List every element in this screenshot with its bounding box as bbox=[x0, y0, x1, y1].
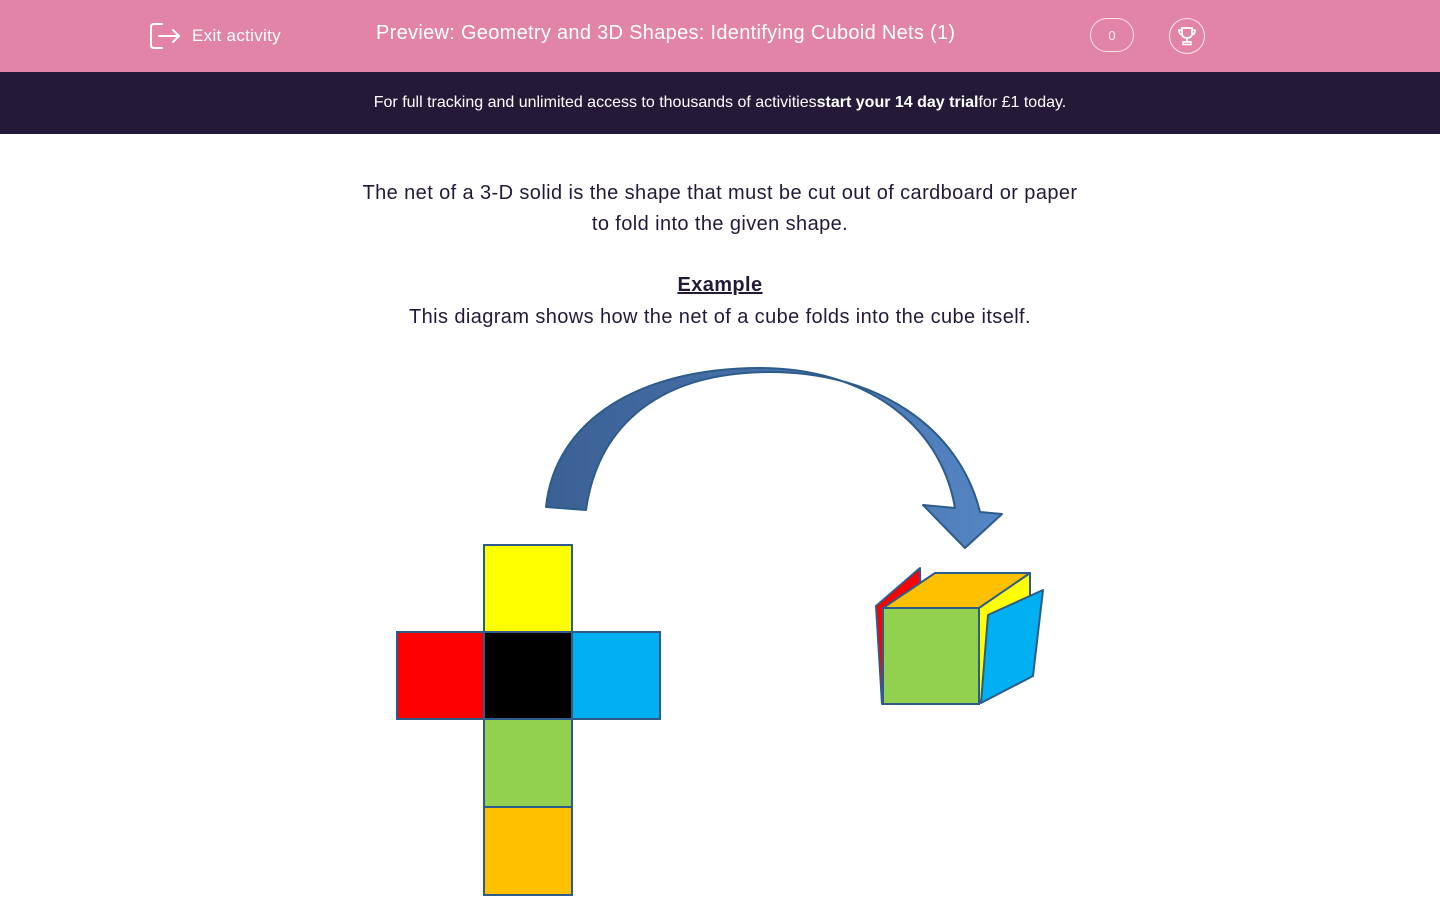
net-face-right bbox=[572, 632, 660, 719]
net-face-lower bbox=[484, 719, 572, 807]
cube-face-front bbox=[883, 608, 979, 704]
intro-line-1: The net of a 3-D solid is the shape that must be cut out of cardboard or paper bbox=[362, 182, 1078, 204]
exit-activity-label: Exit activity bbox=[192, 26, 281, 45]
page-title: Preview: Geometry and 3D Shapes: Identifying Cuboid Nets (1) bbox=[376, 22, 956, 44]
trial-link[interactable]: start your 14 day trial bbox=[816, 94, 979, 111]
intro-line-2: to fold into the given shape. bbox=[591, 213, 849, 235]
fold-arrow bbox=[546, 368, 1002, 548]
banner-text-before: For full tracking and unlimited access to thousands of activities bbox=[373, 94, 817, 111]
net-face-left bbox=[397, 632, 484, 719]
example-heading: Example bbox=[677, 274, 763, 296]
example-text: This diagram shows how the net of a cube folds into the cube itself. bbox=[409, 306, 1031, 328]
net-face-center bbox=[484, 632, 572, 719]
banner-text-after: for £1 today. bbox=[978, 94, 1067, 111]
net-face-bottom bbox=[484, 807, 572, 895]
score-badge: 0 bbox=[1090, 18, 1134, 52]
net-face-top bbox=[484, 545, 572, 632]
